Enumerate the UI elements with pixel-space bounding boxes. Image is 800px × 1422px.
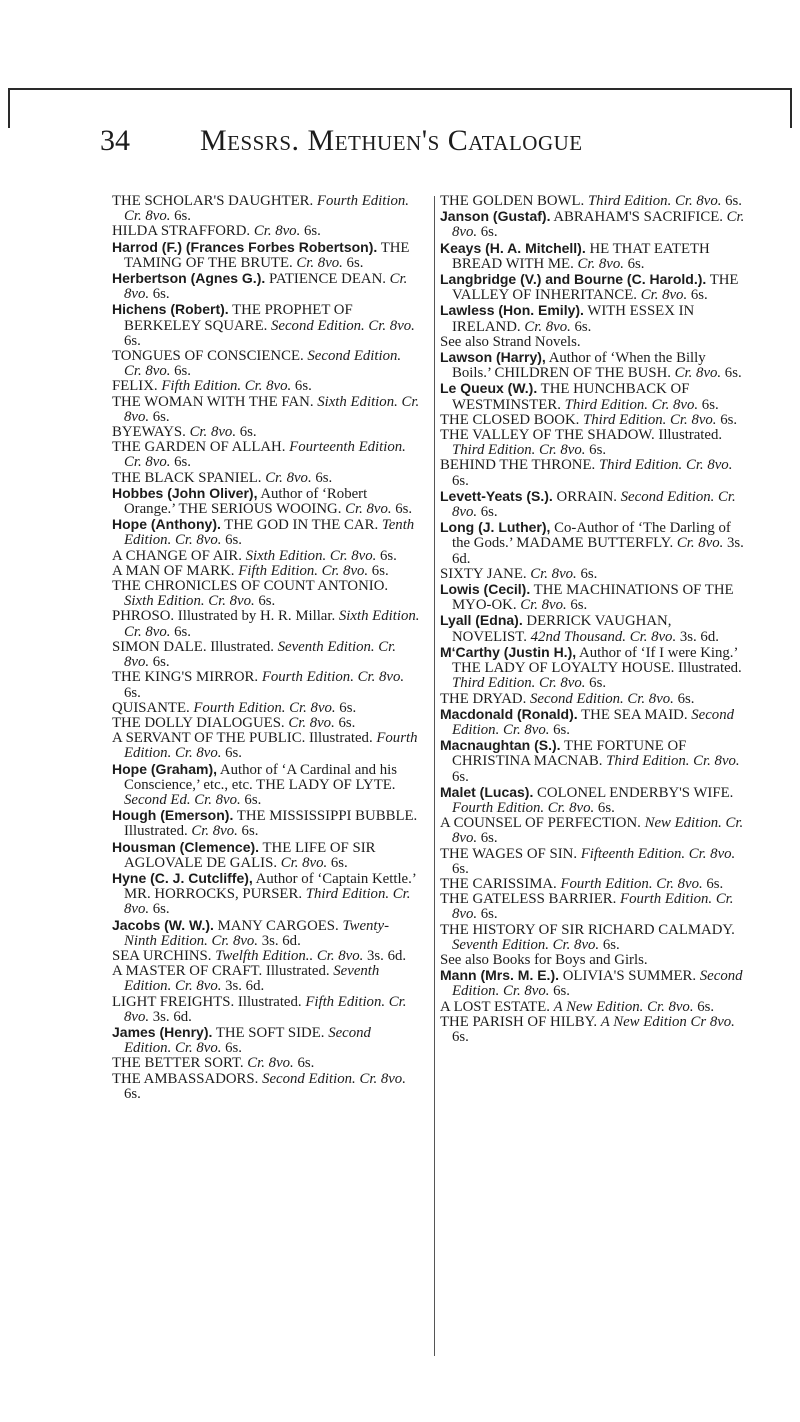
entry-edition: Cr. 8vo. (530, 565, 577, 582)
entry-price: 6s. (149, 654, 170, 671)
entry-edition: Cr. 8vo. (577, 255, 624, 272)
entry-price: 6s. (698, 396, 719, 413)
entry-price: 6s. (293, 1055, 315, 1072)
entry-edition: Fourth Edition. Cr. 8vo. (452, 891, 734, 923)
catalogue-entry (112, 471, 420, 486)
entry-title: A SERVANT OF THE PUBLIC. Illustrated. (112, 730, 377, 747)
entry-edition: Cr. 8vo. (247, 1055, 294, 1072)
catalogue-entry (440, 303, 748, 334)
catalogue-entry (112, 395, 420, 425)
entry-title: Author of ‘A Cardinal and his Conscience,’ etc., etc. THE LADY OF LYTE. (124, 761, 398, 793)
entry-edition: Fourteenth Edition. Cr. 8vo. (124, 439, 406, 471)
entry-price: 3s. 6d. (149, 1008, 192, 1025)
catalogue-entry (112, 949, 420, 964)
entry-edition: Tenth Edition. Cr. 8vo. (124, 517, 415, 549)
entry-edition: Twelfth Edition.. Cr. 8vo. (215, 947, 364, 964)
catalogue-entry (440, 194, 748, 209)
entry-price: 6s. (570, 318, 592, 335)
entry-price: 6s. (585, 675, 607, 692)
entry-price: 6s. (368, 562, 389, 579)
catalogue-entry (112, 640, 420, 670)
catalogue-entry (112, 517, 420, 548)
entry-author: Lyall (Edna). (440, 612, 523, 629)
entry-author: Hope (Graham), (112, 760, 218, 777)
catalogue-entry (112, 224, 420, 239)
catalogue-entry (112, 425, 420, 440)
entry-edition: Sixth Edition. Cr. 8vo. (124, 608, 420, 640)
entry-title: BEHIND THE THRONE. (440, 457, 599, 474)
catalogue-entry (440, 816, 748, 846)
entry-title: PHROSO. Illustrated by H. R. Millar. (112, 608, 339, 625)
entry-price: 6s. (327, 854, 348, 871)
catalogue-entry (112, 1025, 420, 1056)
entry-title: THE VALLEY OF INHERITANCE. (452, 272, 739, 304)
page-right-border (790, 88, 792, 128)
entry-edition: Seventh Edition. Cr. 8vo. (124, 963, 380, 995)
entry-price: 6s. (693, 998, 715, 1015)
entry-title: THE MISSISSIPPI BUBBLE. Illustrated. (124, 808, 418, 840)
entry-title: HE THAT EATETH BREAD WITH ME. (452, 240, 710, 272)
entry-title: THE GATELESS BARRIER. (440, 891, 621, 908)
entry-title: THE TAMING OF THE BRUTE. (124, 239, 410, 271)
entry-edition: Fifth Edition. Cr. 8vo. (238, 562, 369, 579)
entry-title: THE CARISSIMA. (440, 875, 561, 892)
entry-author: Macdonald (Ronald). (440, 705, 578, 722)
catalogue-entry (440, 707, 748, 738)
entry-price: 6s. (221, 745, 242, 762)
entry-price: 6s. (237, 823, 259, 840)
entry-author: Malet (Lucas). (440, 783, 534, 800)
entry-title: DERRICK VAUGHAN, NOVELIST. (452, 613, 672, 645)
entry-price: 6s. (549, 721, 570, 738)
entry-edition: New Edition. Cr. 8vo. (452, 815, 744, 847)
entry-edition: Cr. 8vo. (520, 597, 567, 614)
entry-price: 6s. (149, 408, 170, 425)
entry-price: 6s. (549, 983, 570, 1000)
catalogue-entry (440, 953, 748, 968)
page-left-border (8, 88, 10, 128)
entry-title: ORRAIN. (552, 488, 621, 505)
entry-price: 6s. (585, 442, 607, 459)
entry-title: QUISANTE. (112, 699, 194, 716)
entry-price: 6s. (687, 287, 708, 304)
entry-edition: Cr. 8vo. (191, 823, 238, 840)
entry-edition: Second Edition. Cr. 8vo. (262, 1070, 406, 1087)
entry-price: 6s. (170, 363, 192, 380)
page-number: 34 (100, 124, 130, 157)
catalogue-entry (440, 241, 748, 272)
entry-edition: Second Edition. Cr. 8vo. (452, 706, 734, 738)
entry-price: 6s. (170, 454, 192, 471)
entry-edition: A New Edition Cr 8vo. (600, 1013, 735, 1030)
entry-title: THE HUNCHBACK OF WESTMINSTER. (452, 381, 690, 413)
right-column (440, 194, 748, 1045)
entry-edition: Cr. 8vo. (296, 254, 343, 271)
entry-price: 6s. (721, 365, 742, 382)
entry-edition: Cr. 8vo. (189, 424, 237, 441)
catalogue-entry (440, 923, 748, 953)
entry-title: Author of ‘Captain Kettle.’ MR. HORROCKS, PURSER. (124, 870, 416, 903)
catalogue-entry (440, 520, 748, 567)
entry-title: Author of ‘Robert Orange.’ THE SERIOUS WOOING. (124, 485, 368, 518)
entry-edition: Sixth Edition. Cr. 8vo. (245, 547, 377, 564)
entry-price: 6s. (291, 378, 312, 395)
entry-title: THE CHRONICLES OF COUNT ANTONIO. (112, 578, 389, 595)
entry-edition: Seventh Edition. Cr. 8vo. (124, 638, 396, 671)
catalogue-entry (112, 995, 420, 1025)
entry-price: 3s. 6d. (676, 628, 719, 645)
entry-title: HILDA STRAFFORD. (112, 223, 254, 240)
entry-author: Lowis (Cecil). (440, 581, 531, 598)
entry-edition: Cr. 8vo. (452, 209, 745, 241)
entry-author: Jacobs (W. W.). (112, 916, 214, 933)
entry-edition: Cr. 8vo. (674, 365, 722, 382)
entry-edition: Third Edition. Cr. 8vo. (452, 442, 586, 459)
entry-title: THE CLOSED BOOK. (440, 411, 584, 428)
entry-title: A MAN OF MARK. (112, 562, 239, 579)
catalogue-entry (112, 379, 420, 394)
entry-price: 3s. 6d. (452, 535, 744, 567)
catalogue-entry (440, 272, 748, 303)
running-title: Messrs. Methuen's Catalogue (200, 124, 583, 157)
entry-price: 6s. (254, 593, 276, 610)
entry-title: THE GOD IN THE CAR. (220, 517, 382, 534)
entry-edition: Seventh Edition. Cr. 8vo. (452, 936, 600, 953)
entry-title: Co-Author of ‘The Darling of the Gods.’ MADAME BUTTERFLY. (452, 520, 731, 552)
entry-edition: Third Edition. Cr. 8vo. (583, 411, 717, 428)
entry-author: Le Queux (W.). (440, 380, 538, 397)
entry-title: THE LIFE OF SIR AGLOVALE DE GALIS. (124, 839, 376, 871)
catalogue-entry (440, 458, 748, 488)
entry-author: Macnaughtan (S.). (440, 737, 561, 754)
entry-price: 6s. (170, 208, 192, 225)
entry-edition: Cr. 8vo. (524, 318, 571, 335)
entry-price: 6s. (376, 547, 397, 564)
entry-title: SEA URCHINS. (112, 947, 216, 964)
entry-title: THE DRYAD. (440, 690, 531, 707)
entry-price: 6s. (721, 193, 742, 209)
entry-edition: Second Edition. Cr. 8vo. (124, 1024, 371, 1057)
catalogue-entry (440, 1000, 748, 1015)
entry-title: LIGHT FREIGHTS. Illustrated. (112, 993, 306, 1010)
entry-edition: Cr. 8vo. (345, 501, 392, 518)
entry-title: SIXTY JANE. (440, 565, 531, 582)
entry-title: THE HISTORY OF SIR RICHARD CALMADY. (440, 921, 735, 938)
entry-title: FELIX. (112, 378, 162, 395)
entry-title: See also Books for Boys and Girls. (440, 951, 648, 968)
page-header (100, 124, 790, 164)
entry-price: 6s. (311, 469, 333, 486)
catalogue-entry (112, 440, 420, 470)
entry-edition: Cr. 8vo. (640, 287, 688, 304)
entry-title: A LOST ESTATE. (440, 998, 554, 1015)
entry-title: A CHANGE OF AIR. (112, 547, 246, 564)
catalogue-entry (112, 1072, 420, 1102)
catalogue-entry (112, 564, 420, 579)
entry-price: 6s. (452, 1028, 469, 1045)
entry-author: James (Henry). (112, 1023, 213, 1040)
entry-title: A MASTER OF CRAFT. Illustrated. (112, 963, 334, 980)
entry-edition: Third Edition. Cr. 8vo. (564, 396, 699, 413)
entry-price: 6s. (673, 690, 695, 707)
entry-title: THE WOMAN WITH THE FAN. (112, 393, 318, 410)
catalogue-entry (440, 567, 748, 582)
entry-edition: Cr. 8vo. (280, 854, 328, 871)
catalogue-entry (440, 582, 748, 613)
entry-price: 6s. (452, 860, 469, 877)
catalogue-entry (440, 645, 748, 692)
entry-edition: Twenty-Ninth Edition. Cr. 8vo. (124, 917, 390, 949)
entry-title: THE VALLEY OF THE SHADOW. Illustrated. (440, 427, 723, 444)
entry-title: See also Strand Novels. (440, 333, 581, 350)
entry-author: Levett-Yeats (S.). (440, 487, 553, 504)
entry-title: ABRAHAM'S SACRIFICE. (550, 209, 727, 226)
entry-author: Harrod (F.) (Frances Forbes Robertson). (112, 238, 378, 255)
entry-title: COLONEL ENDERBY'S WIFE. (533, 784, 734, 801)
entry-edition: Cr. 8vo. (124, 271, 408, 303)
entry-title: THE PARISH OF HILBY. (440, 1013, 601, 1030)
entry-price: 3s. 6d. (258, 932, 301, 949)
entry-author: Long (J. Luther), (440, 519, 551, 536)
entry-price: 6s. (335, 699, 357, 716)
entry-edition: Fourth Edition. Cr. 8vo. (124, 193, 409, 225)
catalogue-entry (112, 240, 420, 271)
entry-title: WITH ESSEX IN IRELAND. (452, 303, 695, 335)
entry-edition: Second Edition. Cr. 8vo. (452, 488, 736, 521)
entry-title: Author of ‘If I were King.’ THE LADY OF LOYALTY HOUSE. Illustrated. (452, 644, 742, 677)
entry-author: Mann (Mrs. M. E.). (440, 967, 559, 984)
left-column (112, 194, 420, 1102)
entry-edition: Fifth Edition. Cr. 8vo. (124, 993, 407, 1025)
entry-title: THE SOFT SIDE. (212, 1024, 329, 1041)
entry-price: 6s. (566, 597, 588, 614)
entry-title: A COUNSEL OF PERFECTION. (440, 815, 645, 832)
entry-title: THE WAGES OF SIN. (440, 845, 581, 862)
entry-author: Keays (H. A. Mitchell). (440, 239, 586, 256)
entry-edition: Cr. 8vo. (288, 714, 335, 731)
entry-edition: Second Ed. Cr. 8vo. (124, 791, 241, 808)
entry-title: THE MACHINATIONS OF THE MYO-OK. (452, 582, 734, 614)
entry-title: THE PROPHET OF BERKELEY SQUARE. (124, 302, 353, 334)
entry-edition: 42nd Thousand. Cr. 8vo. (530, 628, 677, 645)
entry-price: 6s. (221, 1040, 242, 1057)
entry-edition: Fifth Edition. Cr. 8vo. (161, 378, 292, 395)
entry-price: 6s. (623, 255, 645, 272)
entry-price: 6s. (124, 332, 141, 349)
entry-price: 6s. (391, 501, 413, 518)
entry-author: Hope (Anthony). (112, 516, 221, 533)
catalogue-entry (440, 968, 748, 999)
entry-title: TONGUES OF CONSCIENCE. (112, 348, 308, 365)
entry-price: 6s. (236, 424, 257, 441)
entry-title: Author of ‘When the Billy Boils.’ CHILDREN OF THE BUSH. (452, 350, 706, 382)
entry-title: THE SCHOLAR'S DAUGHTER. (112, 193, 317, 209)
entry-price: 3s. 6d. (363, 947, 407, 964)
entry-price: 6s. (716, 411, 738, 428)
entry-author: Hichens (Robert). (112, 301, 229, 318)
entry-edition: Sixth Edition. Cr. 8vo. (124, 393, 420, 425)
column-divider (434, 196, 435, 1356)
catalogue-entry (440, 1015, 748, 1045)
entry-author: Herbertson (Agnes G.). (112, 270, 266, 287)
catalogue-entry (112, 964, 420, 994)
entry-price: 3s. 6d. (221, 978, 265, 995)
entry-price: 6s. (124, 684, 141, 701)
entry-price: 6s. (599, 936, 620, 953)
entry-author: Hough (Emerson). (112, 807, 234, 824)
entry-edition: Cr. 8vo. (265, 469, 312, 486)
entry-edition: Second Edition. Cr. 8vo. (271, 317, 415, 334)
catalogue-entry (440, 692, 748, 707)
catalogue-entry (112, 918, 420, 949)
catalogue-entry (440, 428, 748, 458)
entry-edition: Third Edition. Cr. 8vo. (598, 457, 733, 474)
entry-title: BYEWAYS. (112, 424, 190, 441)
entry-author: Hobbes (John Oliver), (112, 484, 258, 501)
entry-price: 6s. (300, 223, 321, 240)
entry-edition: Third Edition. Cr. 8vo. (606, 753, 740, 770)
entry-edition: Fourth Edition. Cr. 8vo. (193, 699, 336, 716)
entry-author: M‘Carthy (Justin H.), (440, 643, 577, 660)
catalogue-entry (112, 194, 420, 224)
catalogue-entry (112, 609, 420, 639)
entry-price: 6s. (221, 532, 242, 549)
entry-edition: Third Edition. Cr. 8vo. (124, 886, 411, 918)
entry-title: PATIENCE DEAN. (265, 271, 390, 288)
entry-title: MANY CARGOES. (213, 917, 343, 934)
entry-title: THE BETTER SORT. (112, 1055, 248, 1072)
catalogue-entry (112, 701, 420, 716)
entry-price: 6s. (477, 830, 498, 847)
entry-price: 6s. (702, 875, 724, 892)
entry-title: THE SEA MAID. (577, 706, 692, 723)
entry-price: 6s. (452, 768, 469, 785)
entry-title: THE DOLLY DIALOGUES. (112, 714, 289, 731)
entry-price: 6s. (477, 224, 498, 241)
entry-title: THE GARDEN OF ALLAH. (112, 439, 290, 456)
catalogue-entry (440, 350, 748, 381)
catalogue-entry (112, 716, 420, 731)
catalogue-entry (112, 840, 420, 871)
entry-edition: A New Edition. Cr. 8vo. (553, 998, 694, 1015)
entry-author: Lawson (Harry), (440, 349, 546, 366)
catalogue-entry (440, 413, 748, 428)
entry-edition: Fifteenth Edition. Cr. 8vo. (580, 845, 736, 862)
catalogue-entry (112, 579, 420, 609)
entry-price: 6s. (240, 791, 262, 808)
entry-price: 6s. (477, 504, 498, 521)
catalogue-entry (440, 877, 748, 892)
catalogue-entry (440, 613, 748, 644)
entry-edition: Second Edition. Cr. 8vo. (530, 690, 674, 707)
entry-author: Langbridge (V.) and Bourne (C. Harold.). (440, 271, 707, 288)
catalogue-entry (440, 892, 748, 922)
catalogue-entry (440, 209, 748, 240)
catalogue-entry (112, 871, 420, 918)
catalogue-entry (112, 1056, 420, 1071)
catalogue-entry (112, 486, 420, 517)
catalogue-entry (112, 808, 420, 839)
entry-edition: Second Edition. Cr. 8vo. (124, 348, 402, 380)
page-top-border (8, 88, 792, 90)
entry-title: OLIVIA'S SUMMER. (559, 968, 700, 985)
entry-author: Hyne (C. J. Cutcliffe), (112, 869, 253, 886)
entry-title: THE FORTUNE OF CHRISTINA MACNAB. (452, 738, 687, 770)
entry-edition: Second Edition. Cr. 8vo. (452, 968, 743, 1000)
catalogue-entry (440, 381, 748, 412)
entry-edition: Fourth Edition. Cr. 8vo. (452, 799, 595, 816)
entry-author: Housman (Clemence). (112, 838, 260, 855)
entry-price: 6s. (170, 623, 192, 640)
entry-edition: Fourth Edition. Cr. 8vo. (560, 875, 703, 892)
entry-price: 6s. (477, 906, 498, 923)
entry-edition: Third Edition. Cr. 8vo. (587, 193, 722, 209)
catalogue-entry (440, 785, 748, 816)
entry-edition: Third Edition. Cr. 8vo. (452, 675, 586, 692)
entry-title: SIMON DALE. Illustrated. (112, 638, 278, 655)
entry-title: THE KING'S MIRROR. (112, 669, 262, 686)
entry-edition: Fourth Edition. Cr. 8vo. (124, 730, 418, 762)
entry-author: Janson (Gustaf). (440, 208, 551, 225)
entry-edition: Cr. 8vo. (676, 535, 724, 552)
catalogue-columns (112, 194, 748, 1374)
catalogue-entry (112, 302, 420, 349)
entry-price: 6s. (334, 714, 356, 731)
entry-price: 6s. (342, 254, 364, 271)
entry-price: 6s. (594, 799, 615, 816)
catalogue-entry (440, 335, 748, 350)
catalogue-entry (112, 271, 420, 302)
entry-price: 6s. (124, 1085, 141, 1102)
catalogue-entry (440, 738, 748, 785)
catalogue-entry (440, 847, 748, 877)
catalogue-entry (112, 670, 420, 700)
catalogue-entry (112, 731, 420, 761)
entry-title: THE BLACK SPANIEL. (112, 469, 266, 486)
catalogue-entry (112, 549, 420, 564)
entry-edition: Fourth Edition. Cr. 8vo. (261, 669, 405, 686)
entry-price: 6s. (452, 472, 469, 489)
catalogue-entry (440, 489, 748, 520)
entry-price: 6s. (576, 565, 598, 582)
entry-price: 6s. (149, 286, 170, 303)
entry-edition: Cr. 8vo. (253, 223, 301, 240)
catalogue-entry (112, 762, 420, 809)
entry-title: THE GOLDEN BOWL. (440, 193, 588, 209)
entry-author: Lawless (Hon. Emily). (440, 302, 584, 319)
catalogue-entry (112, 349, 420, 379)
entry-title: THE AMBASSADORS. (112, 1070, 263, 1087)
entry-edition: Sixth Edition. Cr. 8vo. (124, 593, 255, 610)
entry-price: 6s. (149, 901, 170, 918)
